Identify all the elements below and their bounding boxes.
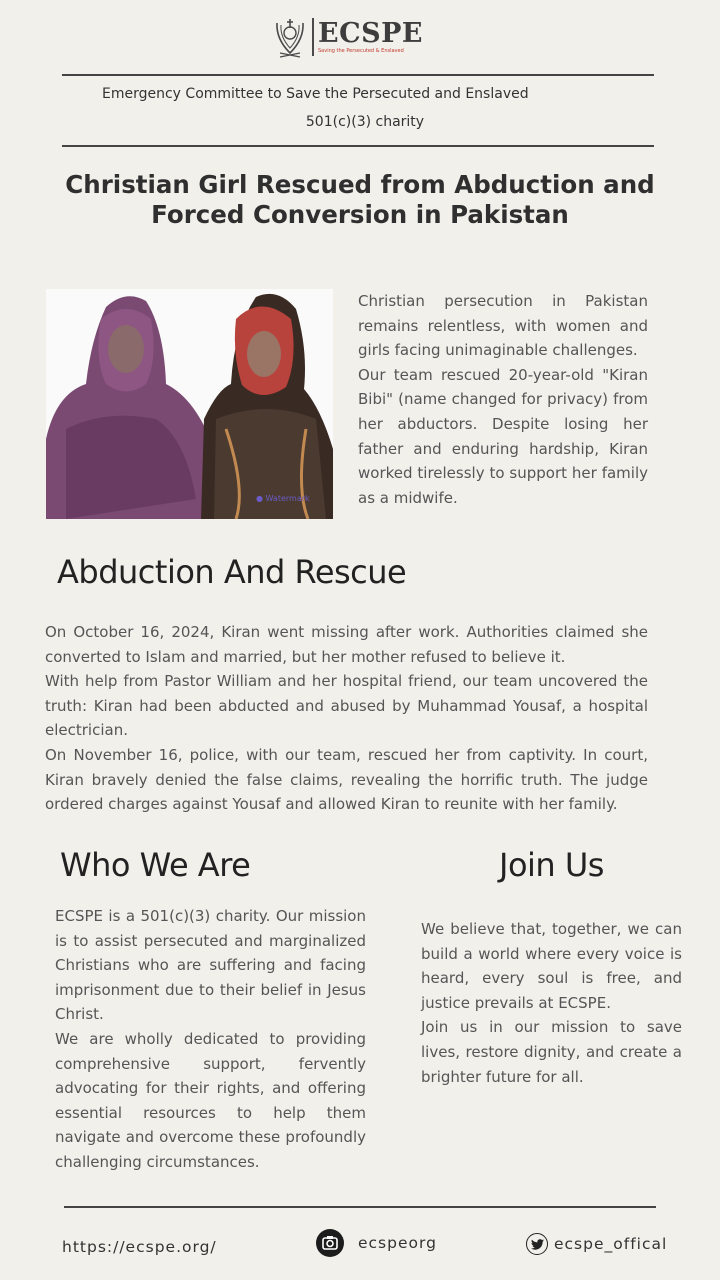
intro-text (358, 289, 648, 510)
intro-paragraph-1: Christian persecution in Pakistan remains relentless, with women and girls facing unimaginable challenges. (358, 292, 648, 360)
website-link[interactable]: https://ecspe.org/ (62, 1238, 217, 1256)
abduction-text (45, 620, 648, 817)
join-paragraph-1: We believe that, together, we can build a world where every voice is heard, every soul is free, and justice prevails at ECSPE. (421, 920, 682, 1012)
who-we-are-heading: Who We Are (60, 846, 251, 884)
header-rule-top (62, 74, 654, 76)
photo-watermark: ● Watermark (256, 494, 310, 503)
abduction-paragraph-2: With help from Pastor William and her hospital friend, our team uncovered the truth: Kiran had been abducted and abused by Muhammad Yousaf, a hospital electrician. (45, 672, 648, 740)
instagram-link[interactable] (316, 1229, 437, 1257)
logo-tagline: Saving the Persecuted & Enslaved (318, 47, 404, 54)
twitter-link[interactable] (526, 1233, 667, 1255)
two-women-image (46, 289, 333, 519)
header-rule-bottom (62, 145, 654, 147)
twitter-handle: ecspe_offical (554, 1235, 668, 1253)
footer-rule (64, 1206, 656, 1208)
who-we-are-text (55, 904, 366, 1175)
join-paragraph-2: Join us in our mission to save lives, restore dignity, and create a brighter future for all. (421, 1018, 682, 1086)
logo-divider (312, 18, 314, 56)
article-photo (46, 289, 333, 519)
organization-type: 501(c)(3) charity (305, 114, 425, 130)
join-us-text (421, 917, 682, 1089)
abduction-paragraph-1: On October 16, 2024, Kiran went missing after work. Authorities claimed she converted to Islam and married, but her mother refused to believe it. (45, 623, 648, 666)
instagram-icon (316, 1229, 344, 1257)
instagram-handle: ecspeorg (358, 1234, 437, 1252)
ecspe-logo (272, 14, 432, 60)
join-us-heading: Join Us (499, 846, 604, 884)
organization-name: Emergency Committee to Save the Persecuted and Enslaved (102, 86, 529, 102)
abduction-paragraph-3: On November 16, police, with our team, rescued her from captivity. In court, Kiran bravely denied the false claims, revealing the horrific truth. The judge ordered charges against Yousaf and allowed Kiran to reunite with her family. (45, 745, 648, 814)
who-paragraph-2: We are wholly dedicated to providing comprehensive support, fervently advocating for their rights, and offering essential resources to help them navigate and overcome these profoundly challenging circumstances. (55, 1029, 366, 1171)
abduction-heading: Abduction And Rescue (57, 553, 407, 591)
twitter-icon (526, 1233, 548, 1255)
shield-emblem-icon (272, 15, 308, 59)
intro-paragraph-2: Our team rescued 20-year-old "Kiran Bibi" (name changed for privacy) from her abductors. Despite losing her father and enduring hardship, Kiran worked tirelessly to support her family as a midwife. (358, 365, 648, 507)
article-title: Christian Girl Rescued from Abduction and Forced Conversion in Pakistan (65, 170, 655, 229)
who-paragraph-1: ECSPE is a 501(c)(3) charity. Our mission is to assist persecuted and marginalized Christians who are suffering and facing imprisonment due to their belief in Jesus Christ. (55, 907, 366, 1024)
logo-name: ECSPE (318, 17, 423, 49)
